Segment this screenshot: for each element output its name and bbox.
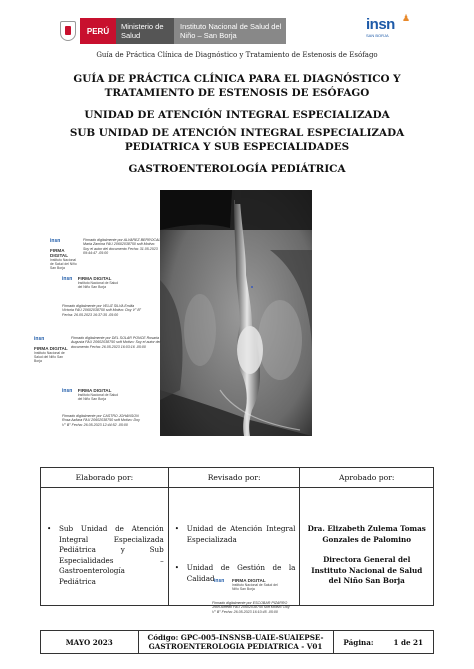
stamp-text: Firmado digitalmente por ESCOBAR PIZARRO Jhon Alfredo FAU 20602038750 soft Motivo: Doy V° B° Fecha: 26.05.2023 16:10:45 -05:00 <box>212 601 290 614</box>
stamp-logo <box>50 238 80 271</box>
insn-small-logo-icon: insn <box>62 276 73 282</box>
stamp-firma: FIRMA DIGITAL <box>231 578 266 583</box>
insn-logo <box>366 14 418 44</box>
revisado-header: Revisado por: <box>168 468 300 488</box>
signature-stamp-2 <box>62 276 122 289</box>
elaborado-item: • Sub Unidad de Atención Integral Especializada Pediátrica y Sub Especialidades – Gastroenterología Pediátrica <box>45 524 164 587</box>
aprobado-header: Aprobado por: <box>300 468 434 488</box>
running-title: Guía de Práctica Clínica de Diagnóstico y Tratamiento de Estenosis de Esófago <box>96 51 378 59</box>
peru-label: PERÚ <box>80 18 116 44</box>
stamp-inst: Instituto Nacional de Salud del Niño San Borja <box>50 258 77 271</box>
revisado-item: • Unidad de Atención Integral Especializada <box>173 524 296 545</box>
signature-stamp-4 <box>62 388 122 401</box>
signature-stamp-4-text <box>62 414 142 427</box>
stamp-inst: Instituto Nacional de Salud del Niño San Borja <box>77 281 119 290</box>
footer-page-value: 1 de 21 <box>393 637 424 647</box>
stamp-firma: FIRMA DIGITAL <box>77 388 112 393</box>
main-title: GUÍA DE PRÁCTICA CLÍNICA PARA EL DIAGNÓSTICO Y TRATAMIENTO DE ESTENOSIS DE ESÓFAGO <box>73 73 401 99</box>
insn-small-logo-icon: insn <box>214 578 225 584</box>
approver-role: Directora General del Instituto Nacional de Salud del Niño San Borja <box>311 555 423 585</box>
footer-page <box>334 631 433 653</box>
stamp-firma: FIRMA DIGITAL <box>34 346 68 351</box>
stamp-inst: Instituto Nacional de Salud del Niño San Borja <box>231 583 278 592</box>
signature-stamp-5-text <box>212 601 292 614</box>
stamp-firma: FIRMA DIGITAL <box>50 248 69 258</box>
revisado-item: • Unidad de Gestión de la Calidad <box>173 563 296 584</box>
signature-stamp-3 <box>34 336 162 364</box>
insn-small-logo-icon: insn <box>62 388 73 394</box>
stamp-text: Firmado digitalmente por VELIZ SILVA Emilia Victoria FAU 20602038750 soft Motivo: Doy V° B° Fecha: 26.05.2023 16:37:35 -05:00 <box>62 304 142 317</box>
signature-stamp-2-text <box>62 304 142 317</box>
insn-figure-icon: ♟ <box>402 14 411 24</box>
specialty-title: GASTROENTEROLOGÍA PEDIÁTRICA <box>128 163 346 175</box>
insn-logo-text: insn <box>366 16 395 33</box>
document-footer <box>40 630 434 654</box>
stamp-firma: FIRMA DIGITAL <box>77 276 112 281</box>
insn-logo-sub: SAN BORJA <box>366 33 389 38</box>
unit-title: UNIDAD DE ATENCIÓN INTEGRAL ESPECIALIZADA <box>84 109 390 121</box>
stamp-text: Firmado digitalmente por CASTRO JOHANSON Rosa Azilara FAU 20602038750 soft Motivo: Doy V° B° Fecha: 26.05.2023 12:44:52 -05:00 <box>62 414 140 427</box>
footer-page-label: Página: <box>343 637 374 647</box>
stamp-text: Firmado digitalmente por DEL SOLAR PONCE Rosaria Augusta FAU 20602038750 soft Motivo: Soy el autor del documento Fecha: 26.05.2023 16:03:16 -05:00 <box>71 336 161 349</box>
footer-date: MAYO 2023 <box>41 631 139 653</box>
stamp-text: Firmado digitalmente por ALVAREZ BERROCAL Maria Zamina FAU 20602038750 soft Motivo: Soy el autor del documento Fecha: 31.05.2023 09:44:47 -05:00 <box>83 238 161 256</box>
signature-stamp-1 <box>50 238 162 271</box>
elaborado-header: Elaborado por: <box>41 468 169 488</box>
instituto-label: Instituto Nacional de Salud del Niño – San Borja <box>174 18 286 44</box>
stamp-inst: Instituto Nacional de Salud del Niño San Borja <box>77 393 119 402</box>
elaborado-cell <box>41 488 169 606</box>
signature-stamp-5 <box>214 578 284 591</box>
coat-of-arms-icon <box>60 21 76 41</box>
aprobado-cell <box>300 488 434 606</box>
footer-code: Código: GPC-005-INSNSB-UAIE-SUAIEPSE-GASTROENTEROLOGIA PEDIATRICA - V01 <box>139 631 334 653</box>
approver-name: Dra. Elizabeth Zulema Tomas Gonzales de Palomino <box>307 524 426 544</box>
ministerio-label: Ministerio de Salud <box>116 18 174 44</box>
insn-small-logo-icon: insn <box>34 336 45 342</box>
esophagram-xray-image <box>160 190 312 436</box>
subunit-title: SUB UNIDAD DE ATENCIÓN INTEGRAL ESPECIALIZADA PEDIATRICA Y SUB ESPECIALIDADES <box>69 127 405 153</box>
insn-small-logo-icon: insn <box>50 238 61 244</box>
approval-table-header <box>41 468 434 488</box>
stamp-inst: Instituto Nacional de Salud del Niño San Borja <box>34 351 65 364</box>
